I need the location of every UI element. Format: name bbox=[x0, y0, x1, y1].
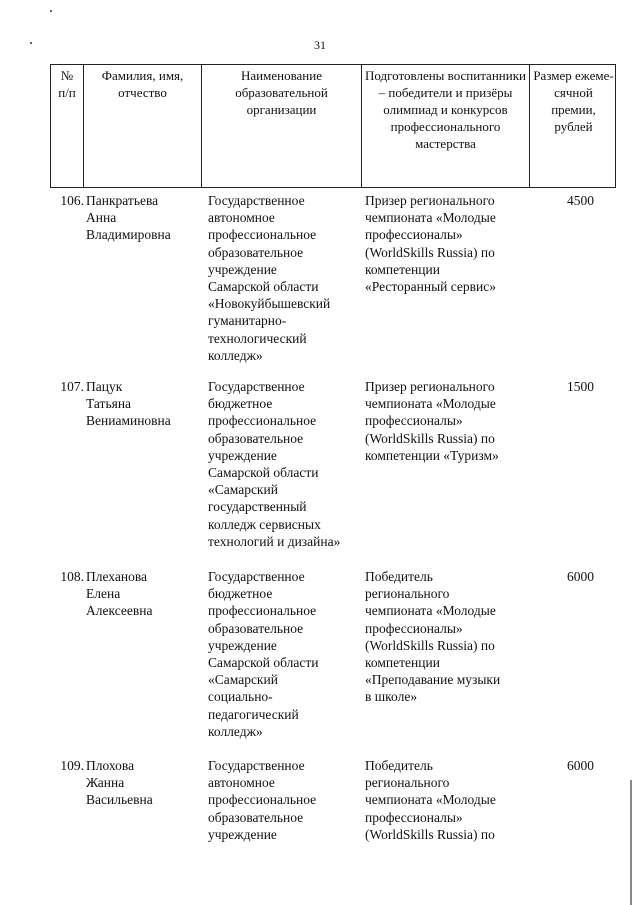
header-organization: Наименование образовательной организации bbox=[201, 65, 361, 187]
row-number: 107. bbox=[60, 379, 84, 394]
organization-name: Государственное автономное профессиональное образовательное учреждение Самарской области «Новокуйбышевский гуманитарно- технологический колледж» bbox=[208, 193, 331, 363]
organization-name: Государственное автономное профессиональное образовательное учреждение bbox=[208, 758, 317, 842]
achievement-text: Призер регионального чемпионата «Молодые профессионалы» (WorldSkills Russia) по компетенции «Ресторанный сервис» bbox=[365, 193, 496, 295]
bonus-amount: 6000 bbox=[567, 758, 594, 773]
achievement-text: Призер регионального чемпионата «Молодые профессионалы» (WorldSkills Russia) по компетенции «Туризм» bbox=[365, 379, 499, 463]
header-achievements: Подготовлены воспитанники – победители и призёры олимпиад и конкурсов профессионального мастерства bbox=[361, 65, 529, 187]
achievement-text: Победитель регионального чемпионата «Молодые профессионалы» (WorldSkills Russia) по компетенции «Преподавание музыки в школе» bbox=[365, 569, 501, 705]
header-bonus-amount: Размер ежеме-сячной премии, рублей bbox=[529, 65, 617, 187]
table-row bbox=[50, 192, 616, 372]
row-number: 106. bbox=[60, 193, 84, 208]
awards-table bbox=[50, 64, 616, 842]
bonus-amount: 1500 bbox=[567, 379, 594, 394]
bonus-amount: 6000 bbox=[567, 569, 594, 584]
page-number: 31 bbox=[314, 38, 326, 52]
header-full-name: Фамилия, имя, отчество bbox=[83, 65, 201, 187]
bonus-amount: 4500 bbox=[567, 193, 594, 208]
scan-speck bbox=[50, 10, 52, 12]
row-number: 109. bbox=[60, 758, 84, 773]
row-number: 108. bbox=[60, 569, 84, 584]
table-row bbox=[50, 568, 616, 748]
scan-edge-line bbox=[630, 780, 632, 905]
organization-name: Государственное бюджетное профессиональное образовательное учреждение Самарской области «Самарский государственный колледж сервисных технологий и дизайна» bbox=[208, 379, 341, 549]
organization-name: Государственное бюджетное профессиональное образовательное учреждение Самарской области «Самарский социально- педагогический колледж» bbox=[208, 569, 319, 739]
person-name: Плохова Жанна Васильевна bbox=[86, 758, 153, 808]
person-name: Плеханова Елена Алексеевна bbox=[86, 569, 153, 619]
achievement-text: Победитель регионального чемпионата «Молодые профессионалы» (WorldSkills Russia) по bbox=[365, 758, 496, 842]
table-row bbox=[50, 378, 616, 558]
person-name: Пацук Татьяна Вениаминовна bbox=[86, 379, 171, 429]
table-header bbox=[50, 64, 616, 188]
person-name: Панкратьева Анна Владимировна bbox=[86, 193, 171, 243]
table-row bbox=[50, 757, 616, 857]
header-number: № п/п bbox=[58, 68, 76, 100]
